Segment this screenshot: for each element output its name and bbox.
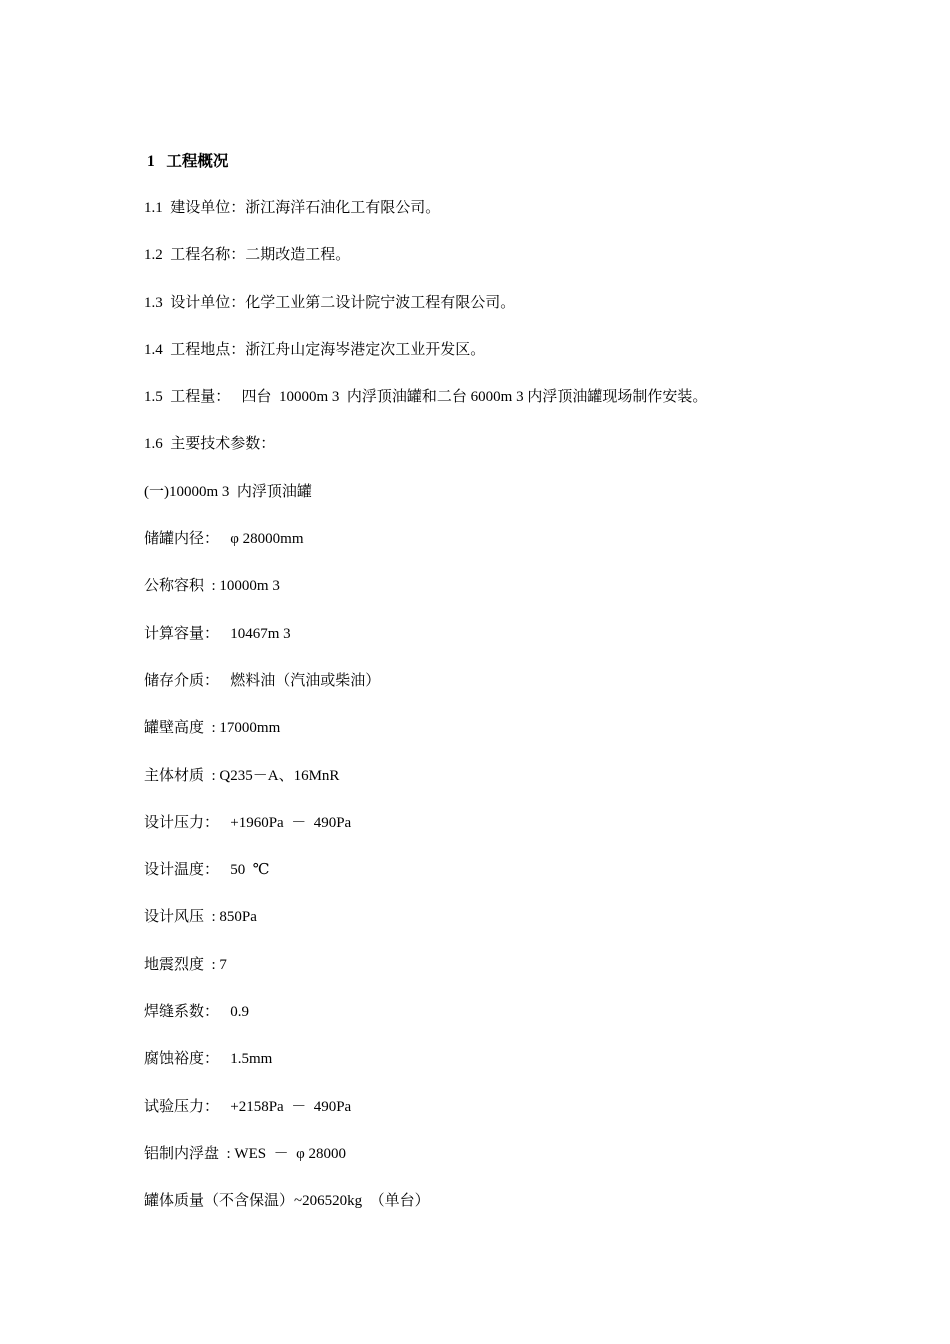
param-wall-height: 罐壁高度 : 17000mm <box>144 720 281 737</box>
text-line-1-6: 1.6 主要技术参数： <box>144 436 276 453</box>
param-corrosion-allowance: 腐蚀裕度： 1.5mm <box>144 1051 273 1068</box>
text-line-1-3: 1.3 设计单位：化学工业第二设计院宁波工程有限公司。 <box>144 294 516 311</box>
param-tank-mass: 罐体质量（不含保温）~206520kg （单台） <box>144 1193 430 1210</box>
param-design-pressure: 设计压力： +1960Pa － 490Pa <box>144 814 352 831</box>
param-storage-medium: 储存介质： 燃料油（汽油或柴油） <box>144 672 381 689</box>
param-design-temperature: 设计温度： 50 ℃ <box>144 862 270 879</box>
param-calculated-capacity: 计算容量： 10467m 3 <box>144 625 291 642</box>
param-inner-diameter: 储罐内径： φ 28000mm <box>144 531 304 548</box>
text-line-1-4: 1.4 工程地点：浙江舟山定海岑港定次工业开发区。 <box>144 341 486 358</box>
text-line-tank-title: (一)10000m 3 内浮顶油罐 <box>144 483 312 500</box>
content-lines <box>144 196 707 1237</box>
param-test-pressure: 试验压力： +2158Pa － 490Pa <box>144 1098 352 1115</box>
param-main-material: 主体材质 : Q235－A、16MnR <box>144 767 340 784</box>
text-line-1-5: 1.5 工程量： 四台 10000m 3 内浮顶油罐和二台 6000m 3 内浮顶油罐现场制作安装。 <box>144 389 708 406</box>
text-line-1-2: 1.2 工程名称：二期改造工程。 <box>144 247 351 264</box>
param-floating-disc: 铝制内浮盘 : WES － φ 28000 <box>144 1145 346 1162</box>
text-line-1-1: 1.1 建设单位：浙江海洋石油化工有限公司。 <box>144 200 441 216</box>
param-seismic-intensity: 地震烈度 : 7 <box>144 956 227 973</box>
param-design-wind-pressure: 设计风压 : 850Pa <box>144 909 257 926</box>
param-nominal-volume: 公称容积 : 10000m 3 <box>144 578 280 595</box>
section-heading: 1 工程概况 <box>147 153 229 170</box>
param-weld-coefficient: 焊缝系数： 0.9 <box>144 1004 250 1021</box>
